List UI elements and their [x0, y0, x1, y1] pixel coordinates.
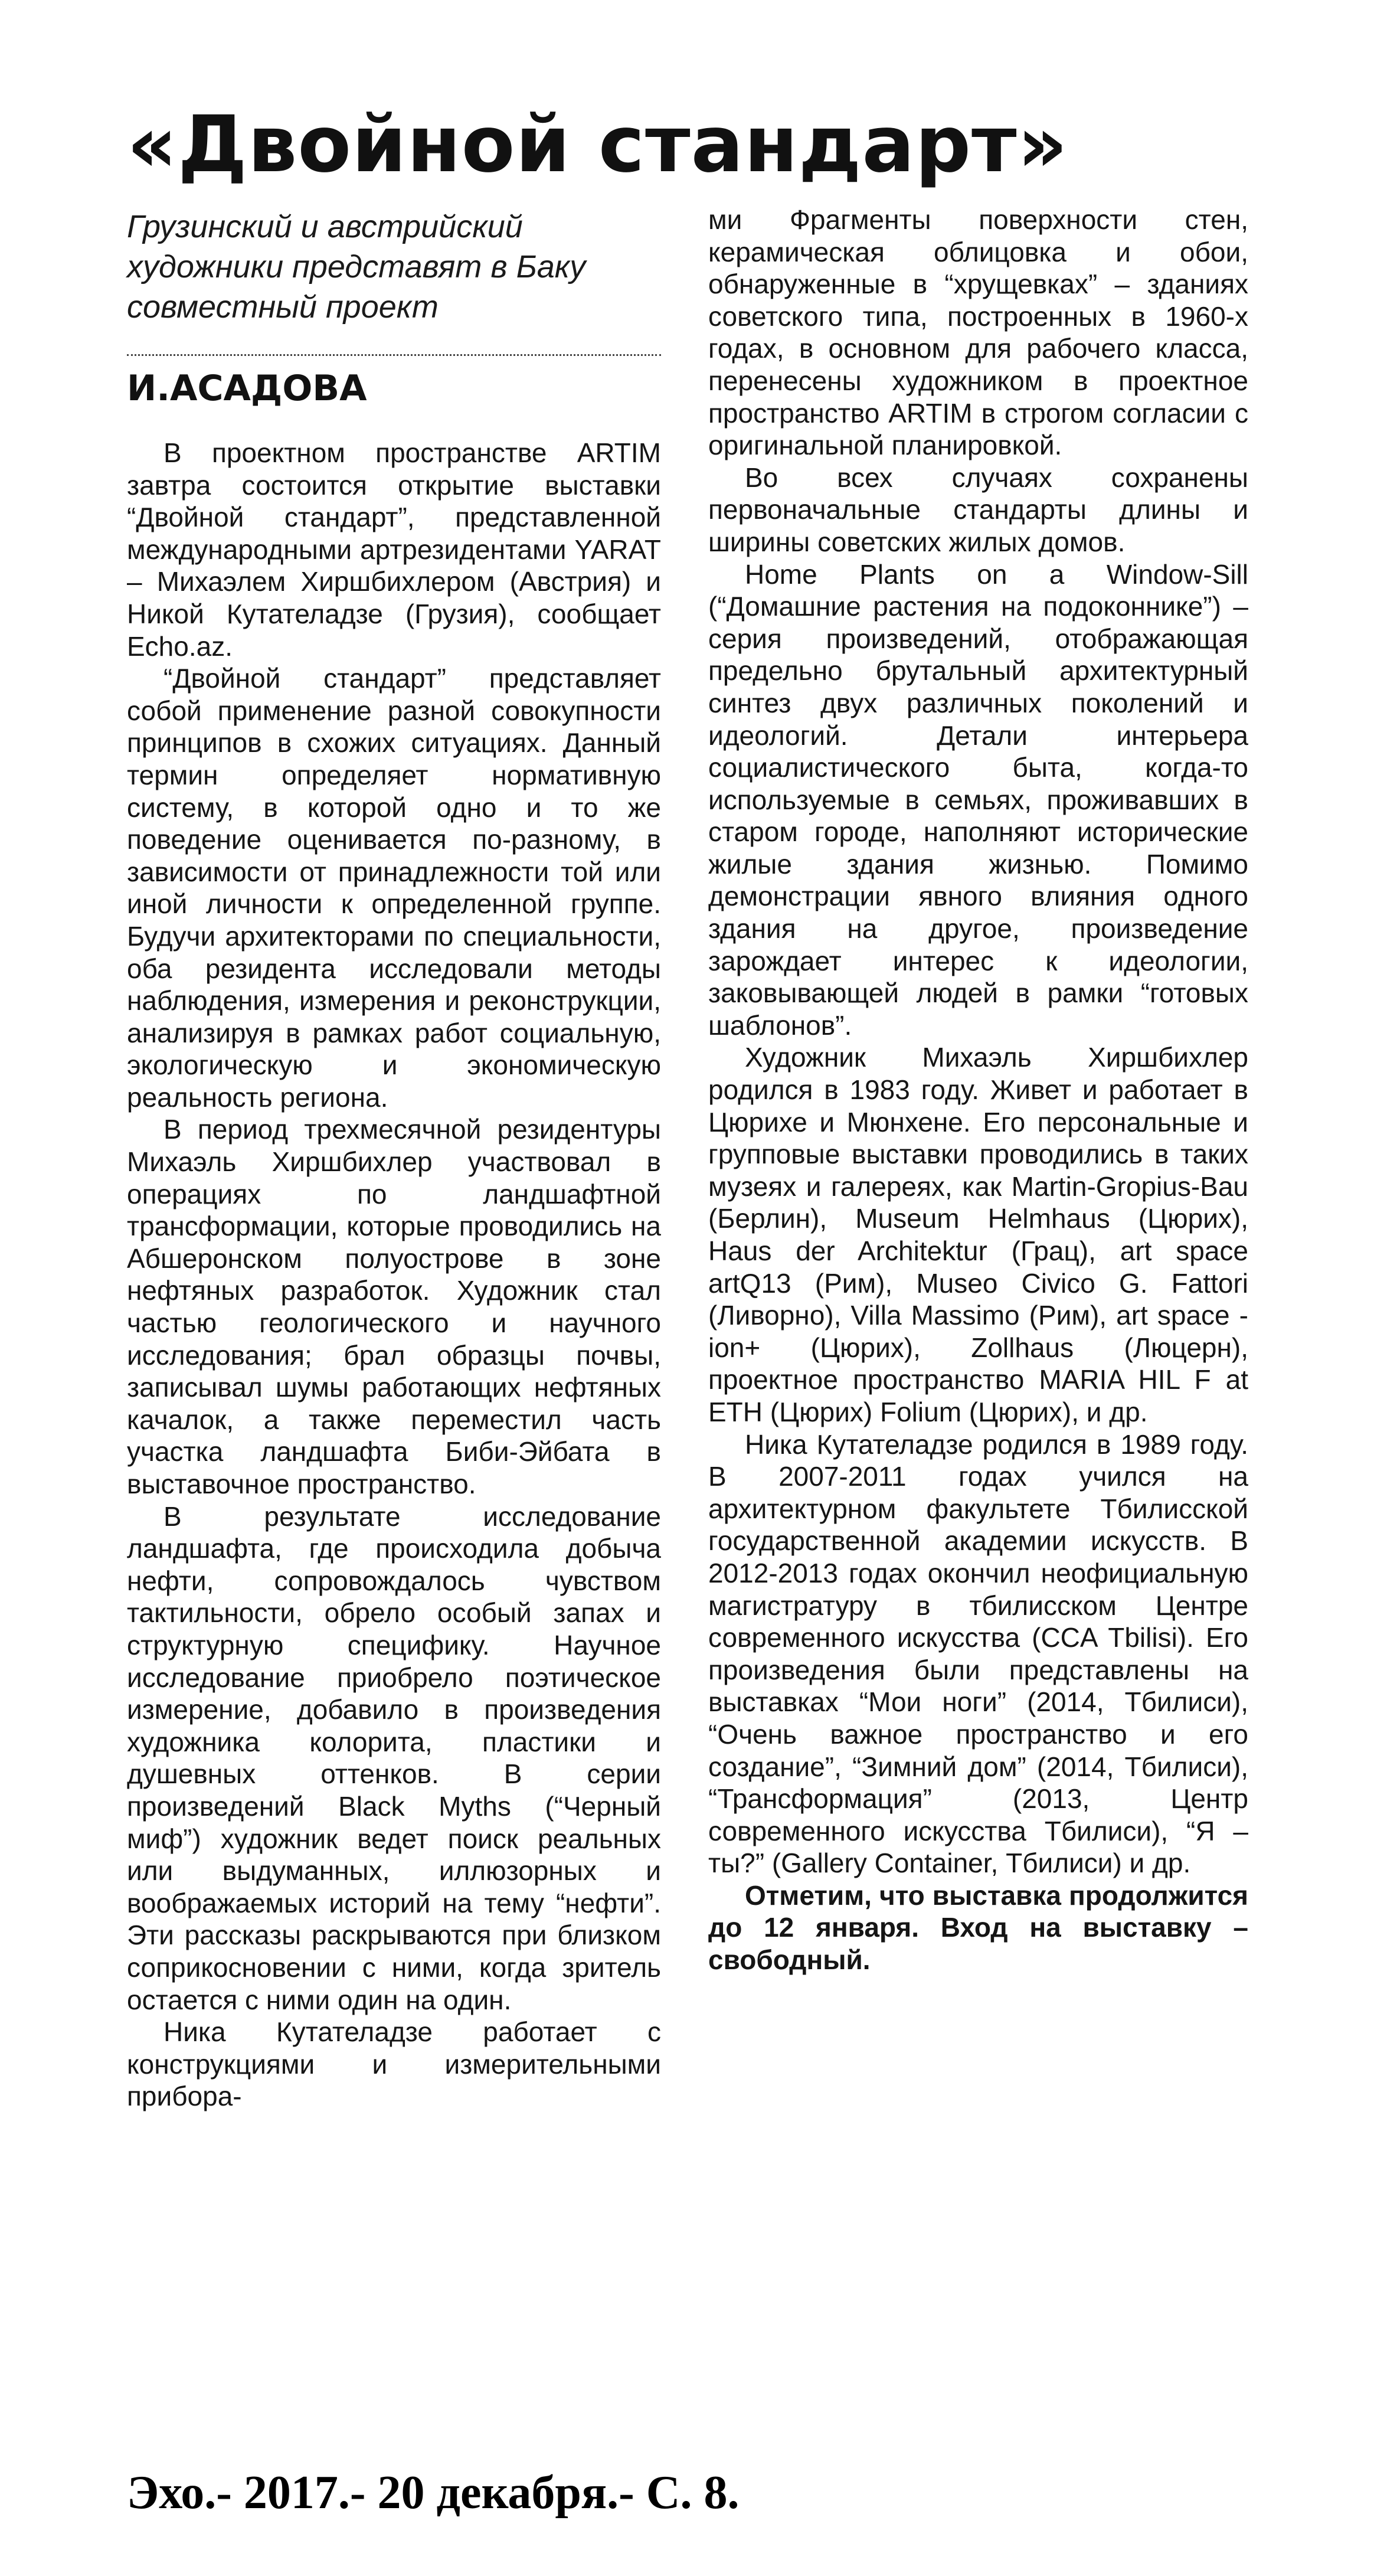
paragraph-residency: В период трехмесячной резидентуры Михаэль Хиршбихлер участвовал в операциях по ландшафтной трансформации, которые проводились на Абшеронском полуострове в зоне нефтяных разработок. Художник стал частью геологического и научного исследования; брал образцы почвы, записывал шумы работающих нефтяных качалок, а также переместил часть участка ландшафта Биби-Эйбата в выставочное пространство. — [127, 1114, 661, 1499]
paragraph-continuation: ми Фрагменты поверхности стен, керамическая облицовка и обои, обнаруженные в “хрущевках” – зданиях советского типа, построенных в 1960-х годах, в основном для рабочего класса, перенесены художником в проектное пространство ARTIM в строгом согласии с оригинальной планировкой. — [708, 204, 1248, 461]
article-subtitle: Грузинский и австрийский художники представят в Баку совместный проект — [127, 209, 586, 325]
article-title: «Двойной стандарт» — [127, 99, 1068, 190]
subtitle-divider — [127, 354, 661, 356]
article-right-column — [708, 204, 1248, 1976]
article-author: И.АСАДОВА — [127, 368, 367, 409]
paragraph-double-standard: “Двойной стандарт” представляет собой применение разной совокупности принципов в схожих ситуациях. Данный термин определяет нормативную систему, в которой одно и то же поведение оценивается по-разному, в зависимости от принадлежности той или иной личности к определенной группе. Будучи архитекторами по специальности, оба резидента исследовали методы наблюдения, измерения и реконструкции, анализируя в рамках работ социальную, экологическую и экономическую реальность региона. — [127, 663, 661, 1113]
paragraph-hirschbichler-bio: Художник Михаэль Хиршбихлер родился в 1983 году. Живет и работает в Цюрихе и Мюнхене. Его персональные и групповые выставки проводились в таких музеях и галереях, как Martin-Gropius-Bau (Берлин), Museum Helmhaus (Цюрих), Haus der Architektur (Грац), art space artQ13 (Рим), Museo Civico G. Fattori (Ливорно), Villa Massimo (Рим), art space -ion+ (Цюрих), Zollhaus (Люцерн), проектное пространство MARIA HIL F at ETH (Цюрих) Folium (Цюрих), и др. — [708, 1042, 1248, 1427]
article-left-column — [127, 437, 661, 2113]
paragraph-closing: Отметим, что выставка продолжится до 12 января. Вход на выставку – свободный. — [708, 1879, 1248, 1976]
paragraph-intro: В проектном пространстве ARTIM завтра состоится открытие выставки “Двойной стандарт”, представленной международными артрезидентами YARAT – Михаэлем Хиршбихлером (Австрия) и Никой Кутателадзе (Грузия), сообщает Echo.az. — [127, 437, 661, 662]
paragraph-home-plants: Home Plants on a Window-Sill (“Домашние растения на подоконнике”) – серия произведений, отображающая предельно брутальный архитектурный синтез двух различных поколений и идеологий. Детали интерьера социалистического быта, когда-то используемые в семьях, проживавших в старом городе, наполняют исторические жилые здания жизнью. Помимо демонстрации явного влияния одного здания на другое, произведение зарождает интерес к идеологии, заковывающей людей в рамки “готовых шаблонов”. — [708, 558, 1248, 1041]
paragraph-standards: Во всех случаях сохранены первоначальные стандарты длины и ширины советских жилых домов. — [708, 462, 1248, 557]
paragraph-kutateladze-works: Ника Кутателадзе работает с конструкциями и измерительными прибора- — [127, 2016, 661, 2112]
paragraph-black-myths: В результате исследование ландшафта, где происходила добыча нефти, сопровождалось чувством тактильности, обрело особый запах и структурную специфику. Научное исследование приобрело поэтическое измерение, добавило в произведения художника колорита, пластики и душевных оттенков. В серии произведений Black Myths (“Черный миф”) художник ведет поиск реальных или выдуманных, иллюзорных и воображаемых историй на тему “нефти”. Эти рассказы раскрываются при близком соприкосновении с ними, когда зритель остается с ними один на один. — [127, 1501, 661, 2015]
source-citation: Эхо.- 2017.- 20 декабря.- С. 8. — [127, 2467, 740, 2519]
paragraph-kutateladze-bio: Ника Кутателадзе родился в 1989 году. В 2007-2011 годах учился на архитектурном факультете Тбилисской государственной академии искусств. В 2012-2013 годах окончил неофициальную магистратуру в тбилисском Центре современного искусства (CCA Tbilisi). Его произведения были представлены на выставках “Мои ноги” (2014, Тбилиси), “Очень важное пространство и его создание”, “Зимний дом” (2014, Тбилиси), “Трансформация” (2013, Центр современного искусства Тбилиси), “Я – ты?” (Gallery Container, Тбилиси) и др. — [708, 1428, 1248, 1879]
